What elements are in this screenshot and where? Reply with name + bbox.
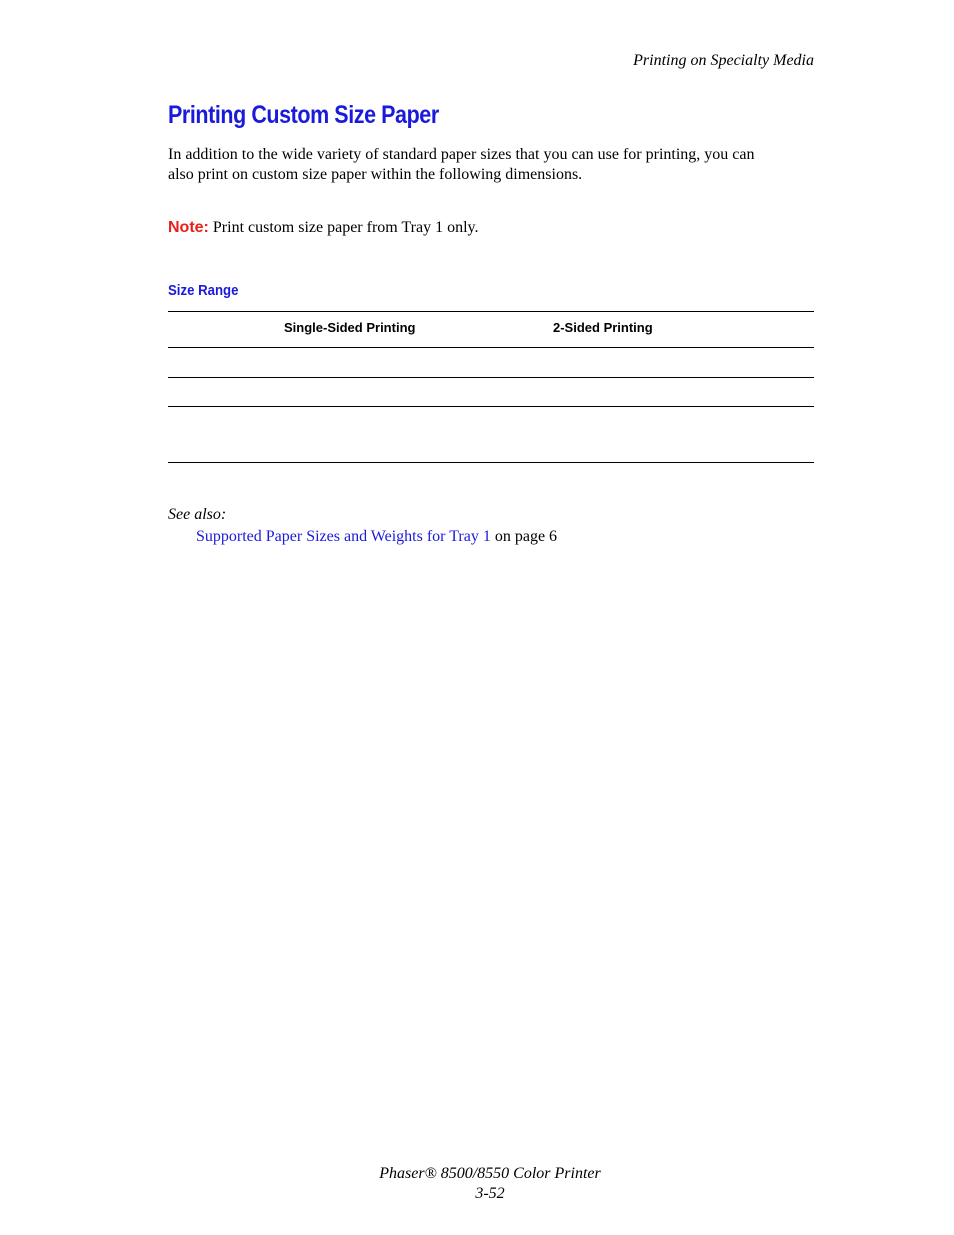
intro-paragraph xyxy=(168,145,818,185)
note-label: Note: xyxy=(168,219,209,236)
footer-page-number: 3-52 xyxy=(475,1185,505,1202)
footer-product: Phaser® 8500/8550 Color Printer xyxy=(379,1165,601,1182)
column-header-2-sided: 2-Sided Printing xyxy=(553,320,653,335)
table-header-rule xyxy=(168,347,814,348)
see-also-reference xyxy=(196,528,557,546)
running-header: Printing on Specialty Media xyxy=(633,52,814,69)
intro-line-2: also print on custom size paper within the following dimensions. xyxy=(168,166,583,183)
intro-line-1: In addition to the wide variety of standard paper sizes that you can use for printing, you can xyxy=(168,146,755,163)
size-range-heading: Size Range xyxy=(168,282,239,299)
table-row-rule xyxy=(168,406,814,407)
see-also-label: See also: xyxy=(168,506,227,523)
note xyxy=(168,219,479,237)
table-top-rule xyxy=(168,311,814,312)
column-header-single-sided: Single-Sided Printing xyxy=(284,320,416,335)
see-also-page-ref: on page 6 xyxy=(490,528,558,545)
note-text: Print custom size paper from Tray 1 only. xyxy=(208,219,479,236)
table-bottom-rule xyxy=(168,462,814,463)
see-also-link[interactable]: Supported Paper Sizes and Weights for Tray 1 xyxy=(196,528,491,545)
page-title: Printing Custom Size Paper xyxy=(168,101,439,129)
table-row-rule xyxy=(168,377,814,378)
